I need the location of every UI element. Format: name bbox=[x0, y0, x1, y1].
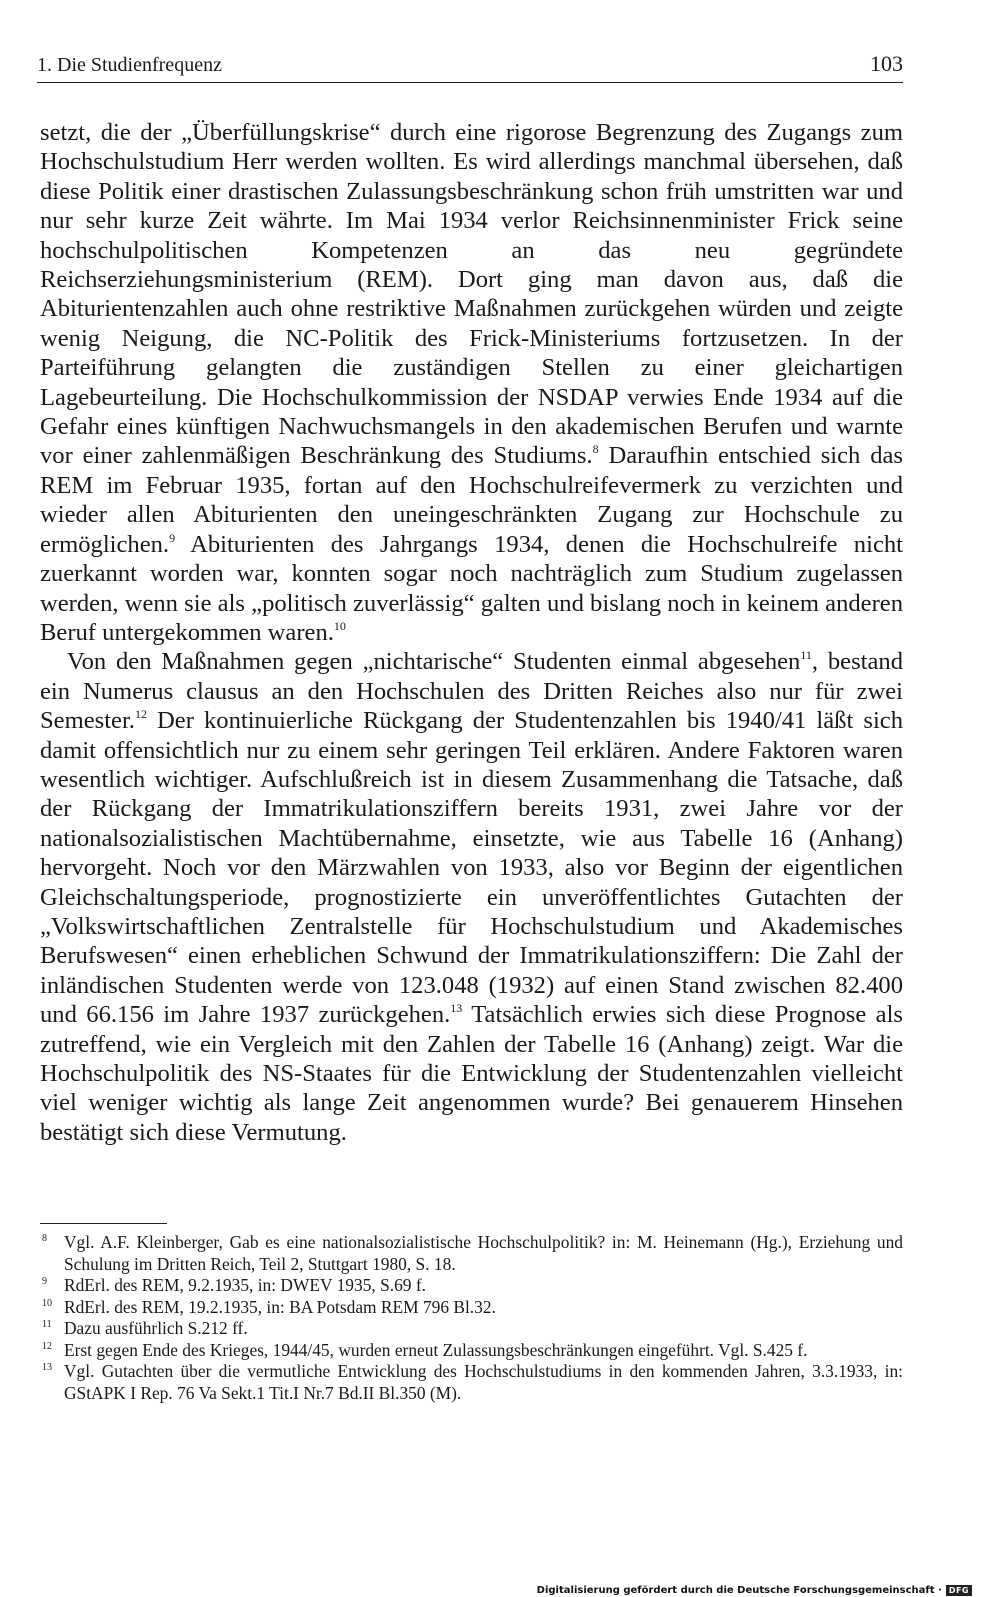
text-segment: Daraufhin entschied sich das REM im Februar 1935, fortan auf den Hochschulreifevermerk zu verzichten und wieder allen Abiturienten den uneingeschränkten Zugang zur Hochschule zu ermöglichen. bbox=[40, 442, 903, 558]
footnote-text: Dazu ausführlich S.212 ff. bbox=[64, 1318, 248, 1338]
paragraph bbox=[40, 118, 903, 647]
body-text bbox=[40, 118, 903, 1147]
footnote-ref: 12 bbox=[134, 707, 147, 722]
footnote-number: 8 bbox=[42, 1233, 47, 1244]
footnote-ref: 9 bbox=[169, 530, 176, 545]
footnote bbox=[40, 1318, 903, 1340]
dfg-logo-icon: DFG bbox=[946, 1585, 972, 1596]
footnote-text: RdErl. des REM, 9.2.1935, in: DWEV 1935, S.69 f. bbox=[64, 1275, 426, 1295]
footnote-divider bbox=[40, 1223, 167, 1224]
paragraph bbox=[40, 647, 903, 1147]
text-segment: , bestand ein Numerus clausus an den Hochschulen des Dritten Reiches also nur für zwei Semester. bbox=[40, 648, 903, 735]
text-segment: Von den Maßnahmen gegen „nichtarische“ Studenten einmal abgesehen bbox=[67, 648, 801, 676]
text-segment: Der kontinuierliche Rückgang der Studentenzahlen bis 1940/41 läßt sich damit offensichtlich nur zu einem sehr geringen Teil erklären. Andere Faktoren waren wesentlich wichtiger. Aufschlußreich ist in diesem Zusammenhang die Tatsache, daß der Rückgang der Immatrikulationsziffern bereits 1931, zwei Jahre vor der nationalsozialistischen Machtübernahme, einsetzte, wie aus Tabelle 16 (Anhang) hervorgeht. Noch vor den Märzwahlen von 1933, also vor Beginn der eigentlichen Gleichschaltungsperiode, prognostizierte ein unveröffentlichtes Gutachten der „Volkswirtschaftlichen Zentralstelle für Hochschulstudium und Akademisches Berufswesen“ einen erheblichen Schwund der Immatrikulationsziffern: Die Zahl der inländischen Studenten werde von 123.048 (1932) auf einen Stand zwischen 82.400 und 66.156 im Jahre 1937 zurückgehen. bbox=[40, 707, 903, 1029]
footnote bbox=[40, 1275, 903, 1297]
footnote-number: 11 bbox=[42, 1319, 52, 1330]
footnote-text: Vgl. Gutachten über die vermutliche Entwicklung des Hochschulstudiums in den kommenden Jahren, 3.3.1933, in: GStAPK I Rep. 76 Va Sekt.1 Tit.I Nr.7 Bd.II Bl.350 (M). bbox=[64, 1361, 903, 1403]
digitization-credit-text: Digitalisierung gefördert durch die Deutsche Forschungsgemeinschaft · bbox=[536, 1585, 942, 1596]
footnote-text: Erst gegen Ende des Krieges, 1944/45, wurden erneut Zulassungsbeschränkungen eingeführt. Vgl. S.425 f. bbox=[64, 1339, 808, 1360]
chapter-title: 1. Die Studienfrequenz bbox=[37, 54, 222, 76]
footnote-ref: 8 bbox=[592, 442, 599, 457]
footnote bbox=[40, 1232, 903, 1275]
footnote-number: 12 bbox=[42, 1340, 52, 1352]
text-segment: Abiturienten des Jahrgangs 1934, denen die Hochschulreife nicht zuerkannt worden war, konnten sogar noch nachträglich zum Studium zugelassen werden, wenn sie als „politisch zuverlässig“ galten und bislang noch in keinem anderen Beruf untergekommen waren. bbox=[40, 530, 903, 646]
footnote-number: 9 bbox=[42, 1276, 47, 1287]
footnote bbox=[40, 1340, 903, 1362]
footnote-number: 10 bbox=[42, 1297, 52, 1309]
page-number: 103 bbox=[870, 51, 903, 76]
text-segment: setzt, die der „Überfüllungskrise“ durch eine rigorose Begrenzung des Zugangs zum Hochschulstudium Herr werden wollten. Es wird allerdings manchmal übersehen, daß diese Politik einer drastischen Zulassungsbeschränkung schon früh umstritten war und nur sehr kurze Zeit währte. Im Mai 1934 verlor Reichsinnenminister Frick seine hochschulpolitischen Kompetenzen an das neu gegründete Reichserziehungsministerium (REM). Dort ging man davon aus, daß die Abiturientenzahlen auch ohne restriktive Maßnahmen zurückgehen würden und zeigte wenig Neigung, die NC-Politik des Frick-Ministeriums fortzusetzen. In der Parteiführung gelangten die zuständigen Stellen zu einer gleichartigen Lagebeurteilung. Die Hochschulkommission der NSDAP verwies Ende 1934 auf die Gefahr eines künftigen Nachwuchsmangels in den akademischen Berufen und warnte vor einer zahlenmäßigen Beschränkung des Studiums. bbox=[40, 119, 903, 470]
footnote-ref: 11 bbox=[800, 648, 812, 663]
footnote bbox=[40, 1297, 903, 1319]
running-header bbox=[37, 50, 903, 83]
footnote bbox=[40, 1361, 903, 1404]
footnote-number: 13 bbox=[42, 1362, 52, 1373]
footnote-text: RdErl. des REM, 19.2.1935, in: BA Potsdam REM 796 Bl.32. bbox=[64, 1296, 496, 1317]
footnote-ref: 13 bbox=[450, 1001, 463, 1016]
footnotes bbox=[40, 1232, 903, 1404]
footnote-text: Vgl. A.F. Kleinberger, Gab es eine nationalsozialistische Hochschulpolitik? in: M. Heinemann (Hg.), Erziehung und Schulung im Dritten Reich, Teil 2, Stuttgart 1980, S. 18. bbox=[64, 1232, 903, 1274]
digitization-credit bbox=[537, 1585, 972, 1596]
footnote-ref: 10 bbox=[333, 618, 346, 633]
text-segment: Tatsächlich erwies sich diese Prognose als zutreffend, wie ein Vergleich mit den Zahlen der Tabelle 16 (Anhang) zeigt. War die Hochschulpolitik des NS-Staates für die Entwicklung der Studentenzahlen vielleicht viel weniger wichtig als lange Zeit angenommen wurde? Bei genauerem Hinsehen bestätigt sich diese Vermutung. bbox=[40, 1001, 904, 1146]
